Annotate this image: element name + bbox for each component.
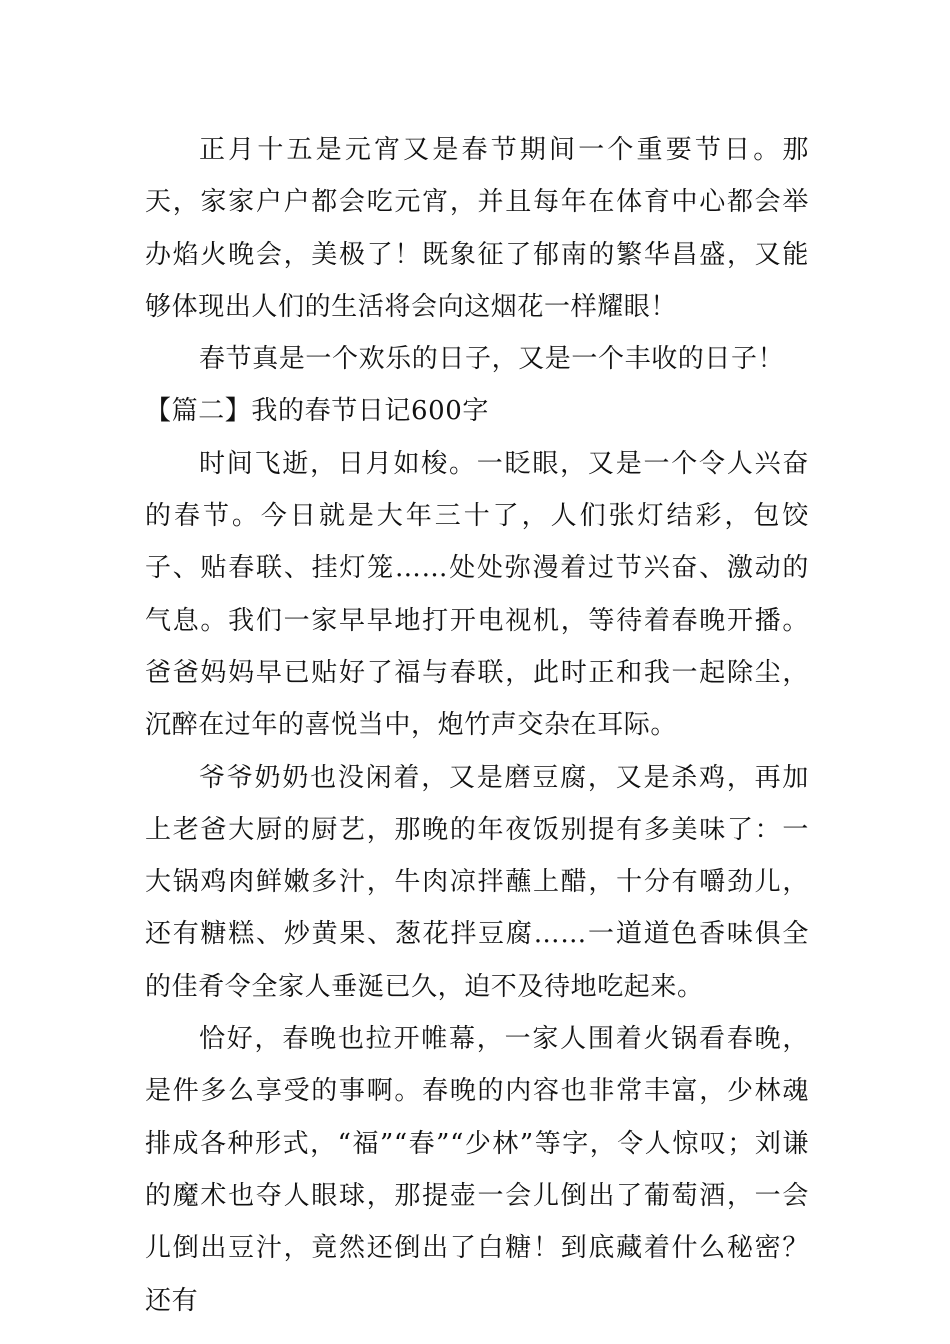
paragraph-reunion-dinner: 爷爷奶奶也没闲着，又是磨豆腐，又是杀鸡，再加上老爸大厨的厨艺，那晚的年夜饭别提有多美味了：一大锅鸡肉鲜嫩多汁，牛肉凉拌蘸上醋，十分有嚼劲儿，还有糖糕、炒黄果、葱花拌豆腐……一道道色香味俱全的佳肴令全家人垂涎已久，迫不及待地吃起来。 [145, 762, 809, 1002]
paragraph-spring-festival-summary: 春节真是一个欢乐的日子，又是一个丰收的日子！ [199, 344, 785, 375]
document-body [145, 124, 809, 1327]
paragraph-lantern-festival: 正月十五是元宵又是春节期间一个重要节日。那天，家家户户都会吃元宵，并且每年在体育中心都会举办焰火晚会，美极了！既象征了郁南的繁华昌盛，又能够体现出人们的生活将会向这烟花一样耀眼！ [145, 135, 809, 322]
section-heading: 【篇二】我的春节日记600字 [145, 396, 490, 427]
paragraph-spring-gala: 恰好，春晚也拉开帷幕，一家人围着火锅看春晚，是件多么享受的事啊。春晚的内容也非常丰富，少林魂排成各种形式，“福”“春”“少林”等字，令人惊叹；刘谦的魔术也夺人眼球，那提壶一会儿倒出了葡萄酒，一会儿倒出豆汁，竟然还倒出了白糖！到底藏着什么秘密？还有 [145, 1024, 809, 1316]
paragraph-new-years-eve: 时间飞逝，日月如梭。一眨眼，又是一个令人兴奋的春节。今日就是大年三十了，人们张灯结彩，包饺子、贴春联、挂灯笼……处处弥漫着过节兴奋、激动的气息。我们一家早早地打开电视机，等待着春晚开播。爸爸妈妈早已贴好了福与春联，此时正和我一起除尘，沉醉在过年的喜悦当中，炮竹声交杂在耳际。 [145, 448, 809, 741]
